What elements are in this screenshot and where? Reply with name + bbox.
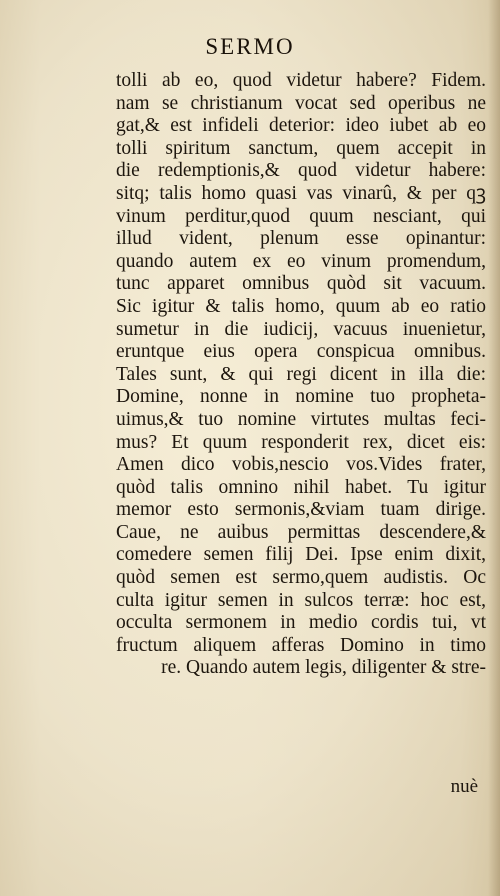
text-line: fructum aliquem afferas Domino in timo [116,634,486,656]
text-line: re. Quando autem legis, diligenter & stre- [161,657,486,679]
text-line: illud vident, plenum esse opinantur: [116,228,486,250]
text-line: mus? Et quum responderit rex, dicet eis: [116,431,486,453]
text-line: memor esto sermonis,&viam tuam dirige. [116,499,486,521]
text-line: Amen dico vobis,nescio vos.Vides frater, [116,454,486,476]
text-line: quòd semen est sermo,quem audistis. Oc [116,567,486,589]
text-line: culta igitur semen in sulcos terræ: hoc est, [116,589,486,611]
text-line: tunc apparet omnibus quòd sit vacuum. [116,273,486,295]
main-text-block [116,70,486,680]
text-line: uimus,& tuo nomine virtutes multas feci- [116,408,486,430]
text-line: quando autem ex eo vinum promendum, [116,250,486,272]
text-line: vinum perditur,quod quum nesciant, qui [116,205,486,227]
text-line: tolli spiritum sanctum, quem accepit in [116,137,486,159]
catchword: nuè [450,776,478,797]
text-line: Tales sunt, & qui regi dicent in illa die: [116,363,486,385]
text-line: occulta sermonem in medio cordis tui, vt [116,612,486,634]
text-line: Domine, nonne in nomine tuo propheta- [116,386,486,408]
text-line: sumetur in die iudicij, vacuus inuenietur, [116,318,486,340]
text-line: die redemptionis,& quod videtur habere: [116,160,486,182]
text-line: sitq; talis homo quasi vas vinarû, & per qꝫ [116,182,486,204]
text-line: comedere semen filij Dei. Ipse enim dixit, [116,544,486,566]
text-line: eruntque eius opera conspicua omnibus. [116,341,486,363]
text-line: nam se christianum vocat sed operibus ne [116,92,486,114]
text-line: Caue, ne auibus permittas descendere,& [116,521,486,543]
text-line: gat,& est infideli deterior: ideo iubet ab eo [116,115,486,137]
text-line: quòd talis omnino nihil habet. Tu igitur [116,476,486,498]
page-edge-shadow [488,0,500,896]
text-line: Sic igitur & talis homo, quum ab eo ratio [116,295,486,317]
text-line: tolli ab eo, quod videtur habere? Fidem. [116,70,486,91]
running-title: SERMO [205,34,295,59]
